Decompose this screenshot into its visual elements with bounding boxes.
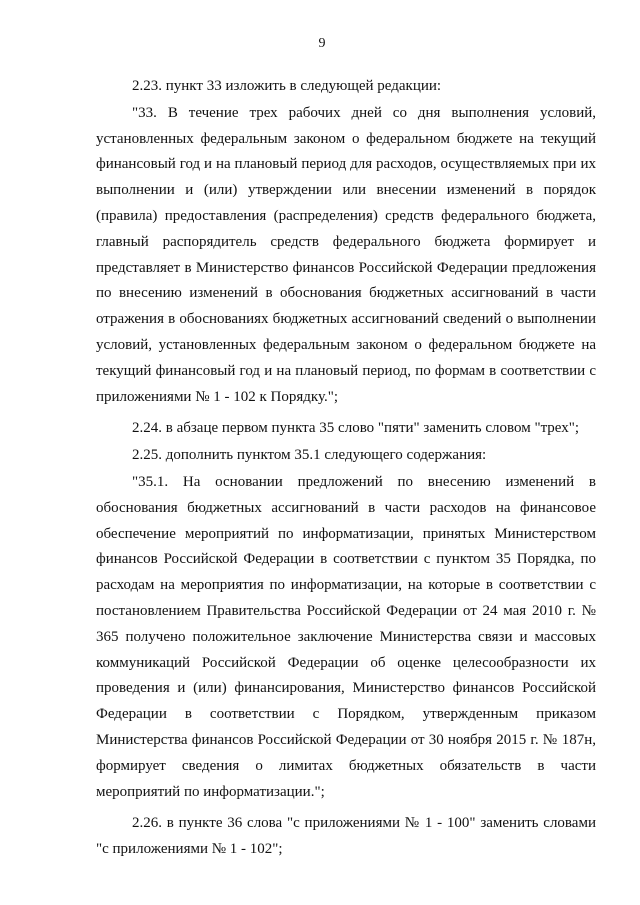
paragraph-point-35-1: "35.1. На основании предложений по внесению изменений в обоснования бюджетных ассигнований в части расходов на финансовое обеспечение мероприятий по информатизации, принятых Министерством финансов Российской Федерации в соответствии с пунктом 35 Порядка, по расходам на мероприятия по информатизации, на которые в соответствии с постановлением Правительства Российской Федерации от 24 мая 2010 г. № 365 получено положительное заключение Министерства связи и массовых коммуникаций Российской Федерации об оценке целесообразности их проведения и (или) финансирования, Министерство финансов Российской Федерации в соответствии с Порядком, утвержденным приказом Министерства финансов Российской Федерации от 30 ноября 2015 г. № 187н, формирует сведения о лимитах бюджетных обязательств в части мероприятий по информатизации."; <box>96 473 596 800</box>
paragraph-2-23: 2.23. пункт 33 изложить в следующей редакции: <box>132 78 442 94</box>
paragraph-2-25: 2.25. дополнить пунктом 35.1 следующего содержания: <box>132 447 487 464</box>
paragraph-2-24: 2.24. в абзаце первом пункта 35 слово "пяти" заменить словом "трех"; <box>132 420 580 437</box>
page-number: 9 <box>318 36 326 51</box>
paragraph-2-26: 2.26. в пункте 36 слова "с приложениями № 1 - 100" заменить словами "с приложениями № 1 - 102"; <box>96 815 596 858</box>
paragraph-point-33: "33. В течение трех рабочих дней со дня выполнения условий, установленных федеральным законом о федеральном бюджете на текущий финансовый год и на плановый период для расходов, осуществляемых при их выполнении и (или) утверждении или внесении изменений в порядок (правила) предоставления (распределения) средств федерального бюджета, главный распорядитель средств федерального бюджета формирует и представляет в Министерство финансов Российской Федерации предложения по внесению изменений в обоснования бюджетных ассигнований в части отражения в обоснованиях бюджетных ассигнований сведений о выполнении условий, установленных федеральным законом о федеральном бюджете на текущий финансовый год и на плановый период, по формам в соответствии с приложениями № 1 - 102 к Порядку."; <box>96 104 596 405</box>
